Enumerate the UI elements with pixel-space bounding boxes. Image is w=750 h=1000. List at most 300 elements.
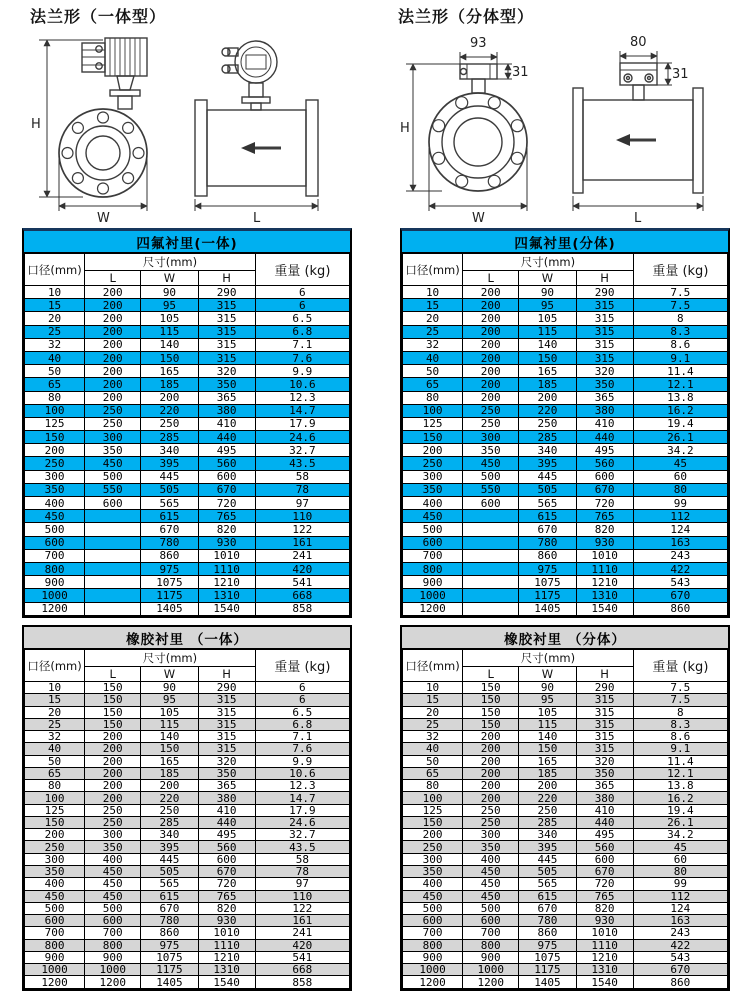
cell: 9.9 xyxy=(255,365,349,378)
table-row xyxy=(25,510,350,523)
cell: 400 xyxy=(25,878,85,890)
cell: 600 xyxy=(576,853,633,865)
cell: 600 xyxy=(463,915,519,927)
cell: 350 xyxy=(463,444,519,457)
cell: 7.5 xyxy=(633,682,727,694)
table-row xyxy=(25,878,350,890)
cell: 10 xyxy=(25,682,85,694)
cell: 315 xyxy=(198,731,255,743)
table-row xyxy=(403,865,728,877)
cell: 9.9 xyxy=(255,755,349,767)
cell: 1000 xyxy=(25,964,85,976)
cell: 670 xyxy=(633,589,727,602)
table-row xyxy=(403,890,728,902)
cell: 300 xyxy=(85,829,141,841)
cell: 10 xyxy=(403,682,463,694)
cell: 400 xyxy=(463,853,519,865)
cell: 60 xyxy=(633,470,727,483)
table-row xyxy=(25,457,350,470)
col-header-size: 尺寸(mm) xyxy=(463,254,634,271)
cell: 20 xyxy=(403,312,463,325)
dim-31-front-label: 31 xyxy=(512,65,529,80)
cell: 90 xyxy=(519,286,576,299)
cell: 161 xyxy=(255,915,349,927)
cell: 670 xyxy=(576,865,633,877)
cell: 560 xyxy=(576,841,633,853)
cell: 720 xyxy=(576,878,633,890)
cell: 420 xyxy=(255,562,349,575)
cell: 150 xyxy=(141,743,198,755)
table-row xyxy=(403,841,728,853)
cell: 19.4 xyxy=(633,804,727,816)
table-row xyxy=(403,755,728,767)
table-row xyxy=(25,853,350,865)
cell: 115 xyxy=(141,718,198,730)
table-row xyxy=(25,338,350,351)
cell: 10 xyxy=(403,286,463,299)
table-row xyxy=(25,417,350,430)
cell: 670 xyxy=(198,483,255,496)
table-row xyxy=(25,562,350,575)
cell: 80 xyxy=(403,780,463,792)
cell: 78 xyxy=(255,865,349,877)
cell: 600 xyxy=(85,915,141,927)
cell: 395 xyxy=(141,841,198,853)
cell: 565 xyxy=(519,878,576,890)
cell: 200 xyxy=(463,351,519,364)
cell: 34.2 xyxy=(633,829,727,841)
cell: 1200 xyxy=(403,976,463,989)
cell xyxy=(463,549,519,562)
cell: 400 xyxy=(25,497,85,510)
cell: 60 xyxy=(633,853,727,865)
cell: 450 xyxy=(25,890,85,902)
table-row xyxy=(25,694,350,706)
dim-80-label: 80 xyxy=(630,35,647,50)
table-row xyxy=(25,915,350,927)
cell: 1010 xyxy=(576,927,633,939)
cell: 24.6 xyxy=(255,816,349,828)
cell: 250 xyxy=(519,417,576,430)
table-row xyxy=(403,365,728,378)
cell: 97 xyxy=(255,497,349,510)
cell: 320 xyxy=(576,365,633,378)
cell: 65 xyxy=(403,378,463,391)
spec-table xyxy=(24,649,350,989)
dim-31-side-label: 31 xyxy=(672,67,689,82)
cell: 200 xyxy=(85,743,141,755)
table-row xyxy=(403,602,728,616)
cell: 112 xyxy=(633,510,727,523)
cell: 315 xyxy=(198,299,255,312)
cell: 200 xyxy=(25,829,85,841)
dimension-93 xyxy=(460,36,497,64)
cell: 820 xyxy=(576,523,633,536)
cell: 700 xyxy=(25,549,85,562)
cell: 505 xyxy=(141,865,198,877)
cell: 1000 xyxy=(463,964,519,976)
cell: 600 xyxy=(403,915,463,927)
table-row xyxy=(25,792,350,804)
table-row xyxy=(403,536,728,549)
cell xyxy=(85,510,141,523)
cell: 495 xyxy=(198,444,255,457)
col-header-h: H xyxy=(576,271,633,286)
cell: 125 xyxy=(25,804,85,816)
cell: 350 xyxy=(198,767,255,779)
table-row xyxy=(25,365,350,378)
cell: 12.3 xyxy=(255,780,349,792)
table-row xyxy=(25,939,350,951)
cell xyxy=(85,536,141,549)
cell: 100 xyxy=(25,792,85,804)
cell: 350 xyxy=(403,865,463,877)
cell: 395 xyxy=(519,457,576,470)
cell: 165 xyxy=(519,755,576,767)
col-header-size: 尺寸(mm) xyxy=(85,254,256,271)
cell: 450 xyxy=(85,457,141,470)
cell: 700 xyxy=(85,927,141,939)
table-row xyxy=(403,391,728,404)
col-header-w: W xyxy=(519,271,576,286)
table-rubber-lining-integrated xyxy=(22,625,352,991)
cell: 163 xyxy=(633,915,727,927)
cell: 6.8 xyxy=(255,325,349,338)
w-label: W xyxy=(97,211,110,226)
cell: 290 xyxy=(198,682,255,694)
cell: 250 xyxy=(463,417,519,430)
cell: 124 xyxy=(633,523,727,536)
cell: 125 xyxy=(25,417,85,430)
table-row xyxy=(403,694,728,706)
cell: 1405 xyxy=(519,602,576,616)
cell: 1175 xyxy=(519,589,576,602)
cell: 860 xyxy=(519,549,576,562)
table-row xyxy=(25,743,350,755)
cell: 200 xyxy=(463,286,519,299)
cell: 25 xyxy=(25,718,85,730)
cell: 6.8 xyxy=(255,718,349,730)
cell: 32 xyxy=(403,338,463,351)
cell: 15 xyxy=(403,299,463,312)
table-row xyxy=(403,457,728,470)
cell: 500 xyxy=(85,470,141,483)
table-row xyxy=(403,915,728,927)
cell: 43.5 xyxy=(255,841,349,853)
table-row xyxy=(25,536,350,549)
cell xyxy=(463,523,519,536)
cell: 250 xyxy=(463,804,519,816)
cell: 150 xyxy=(519,743,576,755)
cell: 200 xyxy=(85,325,141,338)
cell: 12.1 xyxy=(633,767,727,779)
cell: 200 xyxy=(141,780,198,792)
table-row xyxy=(403,780,728,792)
cell: 300 xyxy=(25,853,85,865)
cell: 32 xyxy=(25,338,85,351)
cell: 250 xyxy=(463,816,519,828)
table-row xyxy=(25,299,350,312)
cell: 1310 xyxy=(576,589,633,602)
cell: 975 xyxy=(519,562,576,575)
cell: 165 xyxy=(519,365,576,378)
cell: 1540 xyxy=(576,602,633,616)
cell: 800 xyxy=(25,562,85,575)
cell: 930 xyxy=(198,536,255,549)
bolt-holes xyxy=(62,112,144,194)
cell xyxy=(463,602,519,616)
cell: 250 xyxy=(519,804,576,816)
cell: 10 xyxy=(25,286,85,299)
cell: 58 xyxy=(255,470,349,483)
dimension-w-split xyxy=(429,148,527,226)
cell: 200 xyxy=(463,743,519,755)
cell: 1000 xyxy=(85,964,141,976)
cell: 8.3 xyxy=(633,718,727,730)
cell: 1000 xyxy=(25,589,85,602)
cell: 300 xyxy=(463,829,519,841)
cell: 315 xyxy=(576,731,633,743)
cell: 365 xyxy=(198,780,255,792)
cell: 200 xyxy=(463,312,519,325)
cell: 505 xyxy=(519,483,576,496)
cell: 140 xyxy=(141,338,198,351)
cell: 9.1 xyxy=(633,743,727,755)
cell: 1210 xyxy=(576,576,633,589)
cell: 500 xyxy=(85,902,141,914)
cell: 11.4 xyxy=(633,365,727,378)
cell: 8.6 xyxy=(633,731,727,743)
cell: 243 xyxy=(633,927,727,939)
cell: 315 xyxy=(576,743,633,755)
table-row xyxy=(25,816,350,828)
cell: 40 xyxy=(403,743,463,755)
cell: 13.8 xyxy=(633,391,727,404)
cell: 1075 xyxy=(141,576,198,589)
cell: 1010 xyxy=(576,549,633,562)
cell: 25 xyxy=(403,325,463,338)
cell: 320 xyxy=(198,755,255,767)
cell: 65 xyxy=(25,378,85,391)
l-label: L xyxy=(253,211,261,226)
cell: 200 xyxy=(85,767,141,779)
cell: 200 xyxy=(463,365,519,378)
cell: 200 xyxy=(25,444,85,457)
cell: 450 xyxy=(85,878,141,890)
table-row xyxy=(25,682,350,694)
cell: 858 xyxy=(255,976,349,989)
cell: 220 xyxy=(141,792,198,804)
table-row xyxy=(25,804,350,816)
dimension-31-front xyxy=(497,64,529,80)
dimension-l xyxy=(195,199,318,226)
table-row xyxy=(403,351,728,364)
table-row xyxy=(403,767,728,779)
l-label-split: L xyxy=(634,211,642,226)
table-row xyxy=(403,483,728,496)
table-row xyxy=(25,964,350,976)
cell: 395 xyxy=(141,457,198,470)
table-row xyxy=(403,510,728,523)
cell: 765 xyxy=(198,890,255,902)
cell: 13.8 xyxy=(633,780,727,792)
cell: 112 xyxy=(633,890,727,902)
cell: 200 xyxy=(85,338,141,351)
cell: 615 xyxy=(141,890,198,902)
dimension-80 xyxy=(620,35,657,63)
cell: 58 xyxy=(255,853,349,865)
cell: 1210 xyxy=(198,951,255,963)
table-row xyxy=(403,718,728,730)
cell: 100 xyxy=(403,404,463,417)
cell: 350 xyxy=(25,865,85,877)
cell: 565 xyxy=(141,497,198,510)
table-row xyxy=(25,325,350,338)
cell: 668 xyxy=(255,964,349,976)
cell: 820 xyxy=(576,902,633,914)
cell: 543 xyxy=(633,576,727,589)
cell: 380 xyxy=(198,404,255,417)
cell: 285 xyxy=(519,431,576,444)
cell: 15 xyxy=(403,694,463,706)
cell: 220 xyxy=(519,792,576,804)
cell: 600 xyxy=(25,536,85,549)
cell: 185 xyxy=(141,378,198,391)
cell: 500 xyxy=(463,470,519,483)
table-row xyxy=(25,890,350,902)
table-row xyxy=(25,404,350,417)
cell: 16.2 xyxy=(633,404,727,417)
cell xyxy=(85,602,141,616)
cell: 315 xyxy=(198,325,255,338)
col-header-w: W xyxy=(141,271,198,286)
table-row xyxy=(25,718,350,730)
col-header-l: L xyxy=(463,271,519,286)
cell: 200 xyxy=(519,780,576,792)
cell: 900 xyxy=(25,951,85,963)
cell: 800 xyxy=(403,939,463,951)
flowmeter-side-view-split xyxy=(573,63,703,193)
cell: 765 xyxy=(198,510,255,523)
table-row xyxy=(403,853,728,865)
cell: 14.7 xyxy=(255,792,349,804)
table-row xyxy=(25,841,350,853)
col-header-l: L xyxy=(85,271,141,286)
col-header-size: 尺寸(mm) xyxy=(463,650,634,667)
cell: 17.9 xyxy=(255,417,349,430)
table-row xyxy=(25,312,350,325)
cell: 220 xyxy=(141,404,198,417)
cell xyxy=(85,562,141,575)
cell: 315 xyxy=(198,743,255,755)
cell: 161 xyxy=(255,536,349,549)
cell: 65 xyxy=(25,767,85,779)
table-row xyxy=(25,865,350,877)
cell: 780 xyxy=(519,536,576,549)
cell: 200 xyxy=(85,312,141,325)
cell: 7.5 xyxy=(633,286,727,299)
cell: 6 xyxy=(255,682,349,694)
cell: 290 xyxy=(198,286,255,299)
col-header-h: H xyxy=(576,667,633,682)
cell: 860 xyxy=(633,602,727,616)
section-title-split: 法兰形（分体型） xyxy=(398,7,535,26)
cell: 150 xyxy=(463,706,519,718)
cell: 20 xyxy=(25,312,85,325)
table-row xyxy=(403,682,728,694)
dimension-w xyxy=(59,156,147,226)
cell: 14.7 xyxy=(255,404,349,417)
cell: 32 xyxy=(25,731,85,743)
cell: 670 xyxy=(198,865,255,877)
cell: 125 xyxy=(403,804,463,816)
cell: 15 xyxy=(25,299,85,312)
table-rubber-lining-split xyxy=(400,625,730,991)
cell: 99 xyxy=(633,878,727,890)
cell: 1200 xyxy=(25,602,85,616)
cell: 720 xyxy=(198,497,255,510)
cell: 45 xyxy=(633,457,727,470)
cell: 200 xyxy=(85,351,141,364)
table-row xyxy=(403,523,728,536)
cell: 7.6 xyxy=(255,351,349,364)
cell: 6 xyxy=(255,299,349,312)
cell: 250 xyxy=(463,404,519,417)
cell: 800 xyxy=(463,939,519,951)
bolt-holes-split xyxy=(433,97,524,188)
cell: 315 xyxy=(576,718,633,730)
table-title: 四氟衬里(分体) xyxy=(402,231,728,253)
cell: 780 xyxy=(141,536,198,549)
cell: 122 xyxy=(255,523,349,536)
cell: 105 xyxy=(141,312,198,325)
cell: 975 xyxy=(519,939,576,951)
cell: 65 xyxy=(403,767,463,779)
cell: 250 xyxy=(85,417,141,430)
cell: 140 xyxy=(141,731,198,743)
cell: 105 xyxy=(141,706,198,718)
cell: 600 xyxy=(25,915,85,927)
cell: 1405 xyxy=(519,976,576,989)
cell: 410 xyxy=(576,804,633,816)
cell: 200 xyxy=(519,391,576,404)
cell: 40 xyxy=(403,351,463,364)
cell: 720 xyxy=(198,878,255,890)
cell: 930 xyxy=(576,536,633,549)
cell: 200 xyxy=(463,299,519,312)
cell: 250 xyxy=(403,841,463,853)
cell: 860 xyxy=(141,549,198,562)
cell: 500 xyxy=(25,523,85,536)
table-row xyxy=(25,444,350,457)
table-row xyxy=(403,444,728,457)
cell: 150 xyxy=(463,718,519,730)
table-row xyxy=(403,964,728,976)
cell: 350 xyxy=(576,378,633,391)
cell: 450 xyxy=(403,890,463,902)
cell: 365 xyxy=(576,391,633,404)
cell: 300 xyxy=(85,431,141,444)
w-label-split: W xyxy=(472,211,485,226)
table-row xyxy=(25,755,350,767)
cell: 500 xyxy=(403,902,463,914)
cell: 241 xyxy=(255,549,349,562)
cell: 300 xyxy=(25,470,85,483)
cell: 700 xyxy=(403,927,463,939)
cell: 500 xyxy=(463,902,519,914)
cell: 800 xyxy=(403,562,463,575)
cell: 11.4 xyxy=(633,755,727,767)
